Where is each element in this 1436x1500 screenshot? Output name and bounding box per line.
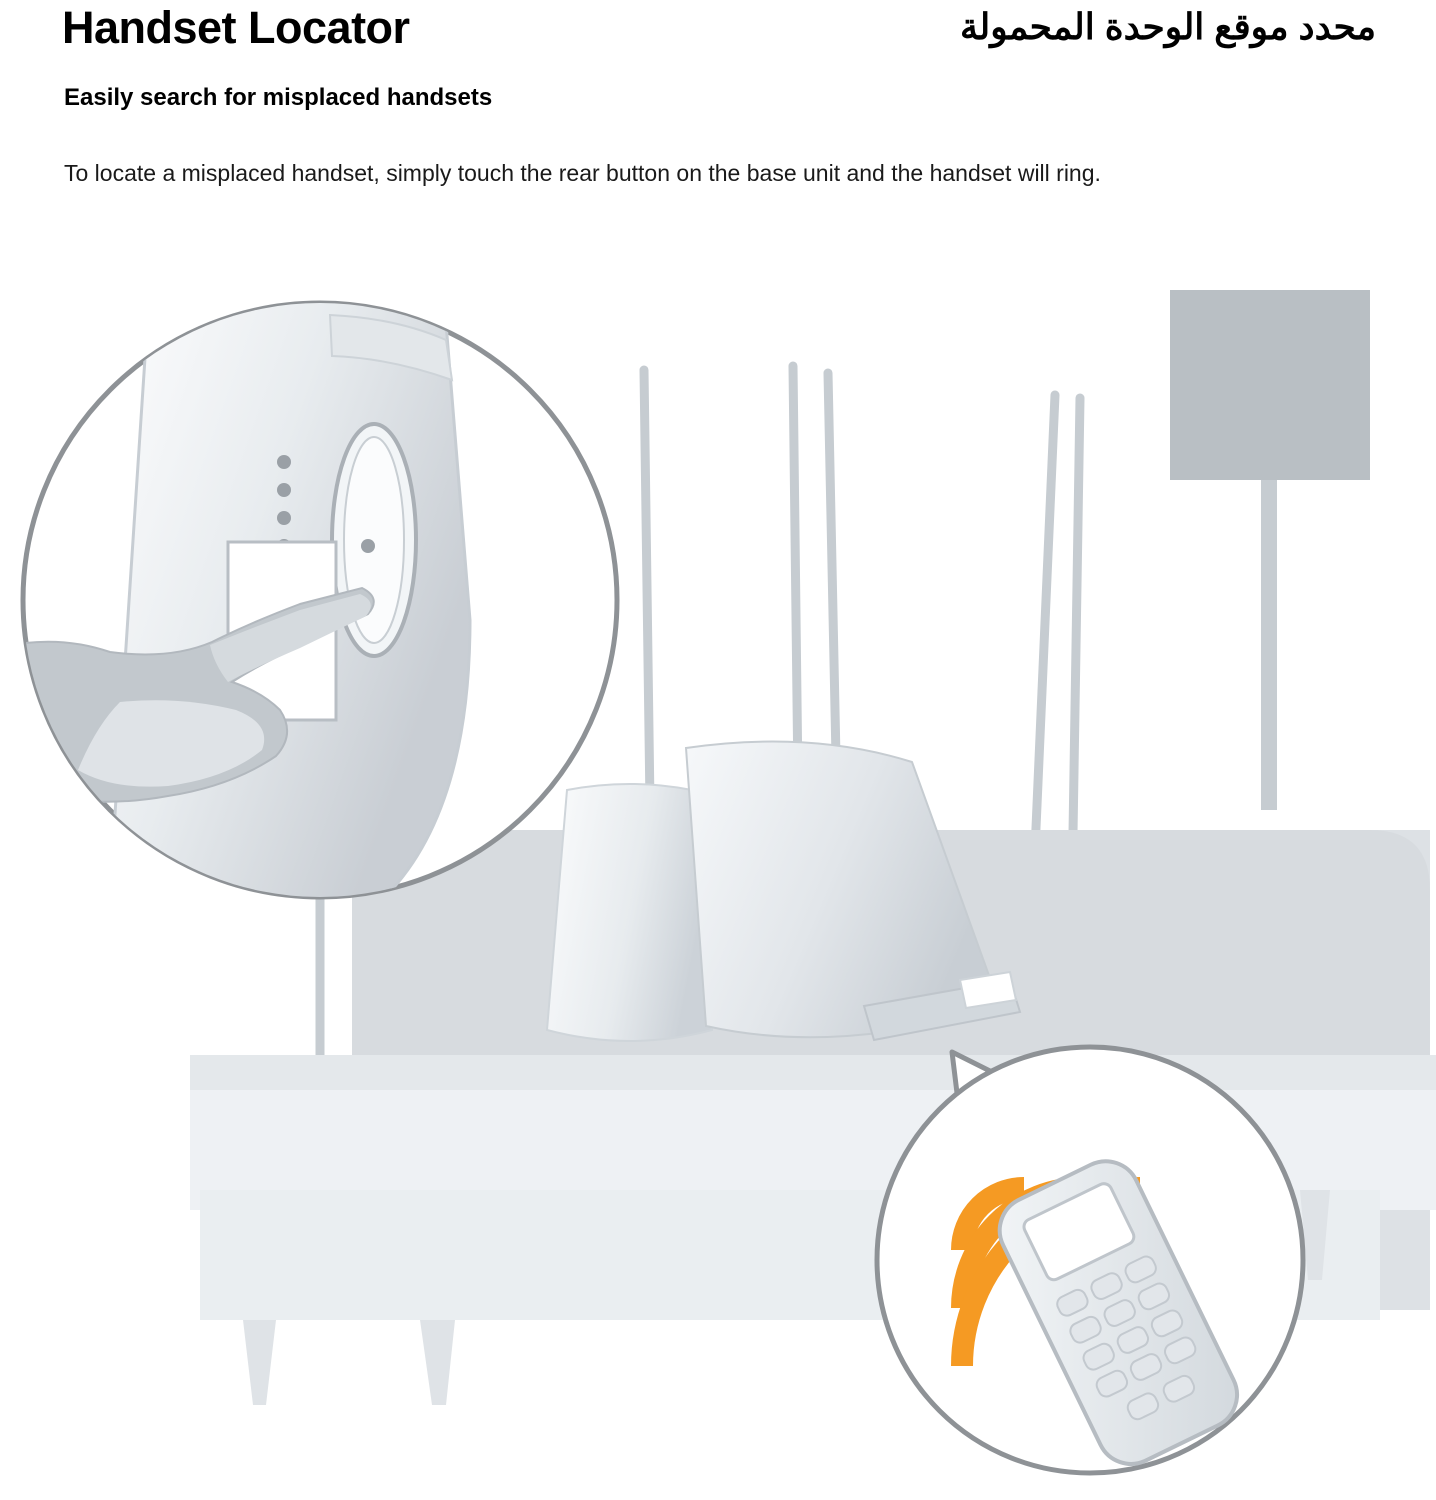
table-edge [190, 1055, 1436, 1090]
title-row [0, 0, 1436, 62]
furniture-leg-mid [420, 1320, 455, 1405]
pendant-lamp-left [547, 784, 712, 1041]
wall-picture-frame [1170, 290, 1370, 480]
magnifier-handset-callout [877, 1047, 1303, 1475]
vent-dot-3 [277, 511, 291, 525]
vent-dot-1 [277, 455, 291, 469]
illustration-svg [0, 190, 1436, 1500]
illustration [0, 190, 1436, 1500]
vent-dot-2 [277, 483, 291, 497]
lamp-stand-pole [1261, 480, 1277, 810]
antenna-fin-left [300, 199, 362, 302]
page-subtitle: Easily search for misplaced handsets [64, 84, 493, 111]
antenna-fin-right [346, 220, 420, 293]
page-description: To locate a misplaced handset, simply touch the rear button on the base unit and the handset will ring. [64, 160, 1101, 186]
furniture-leg-left [243, 1320, 276, 1405]
rear-locator-button-dot [361, 539, 375, 553]
page-title-arabic: محدد موقع الوحدة المحمولة [960, 6, 1376, 47]
page-title-english: Handset Locator [62, 2, 410, 53]
